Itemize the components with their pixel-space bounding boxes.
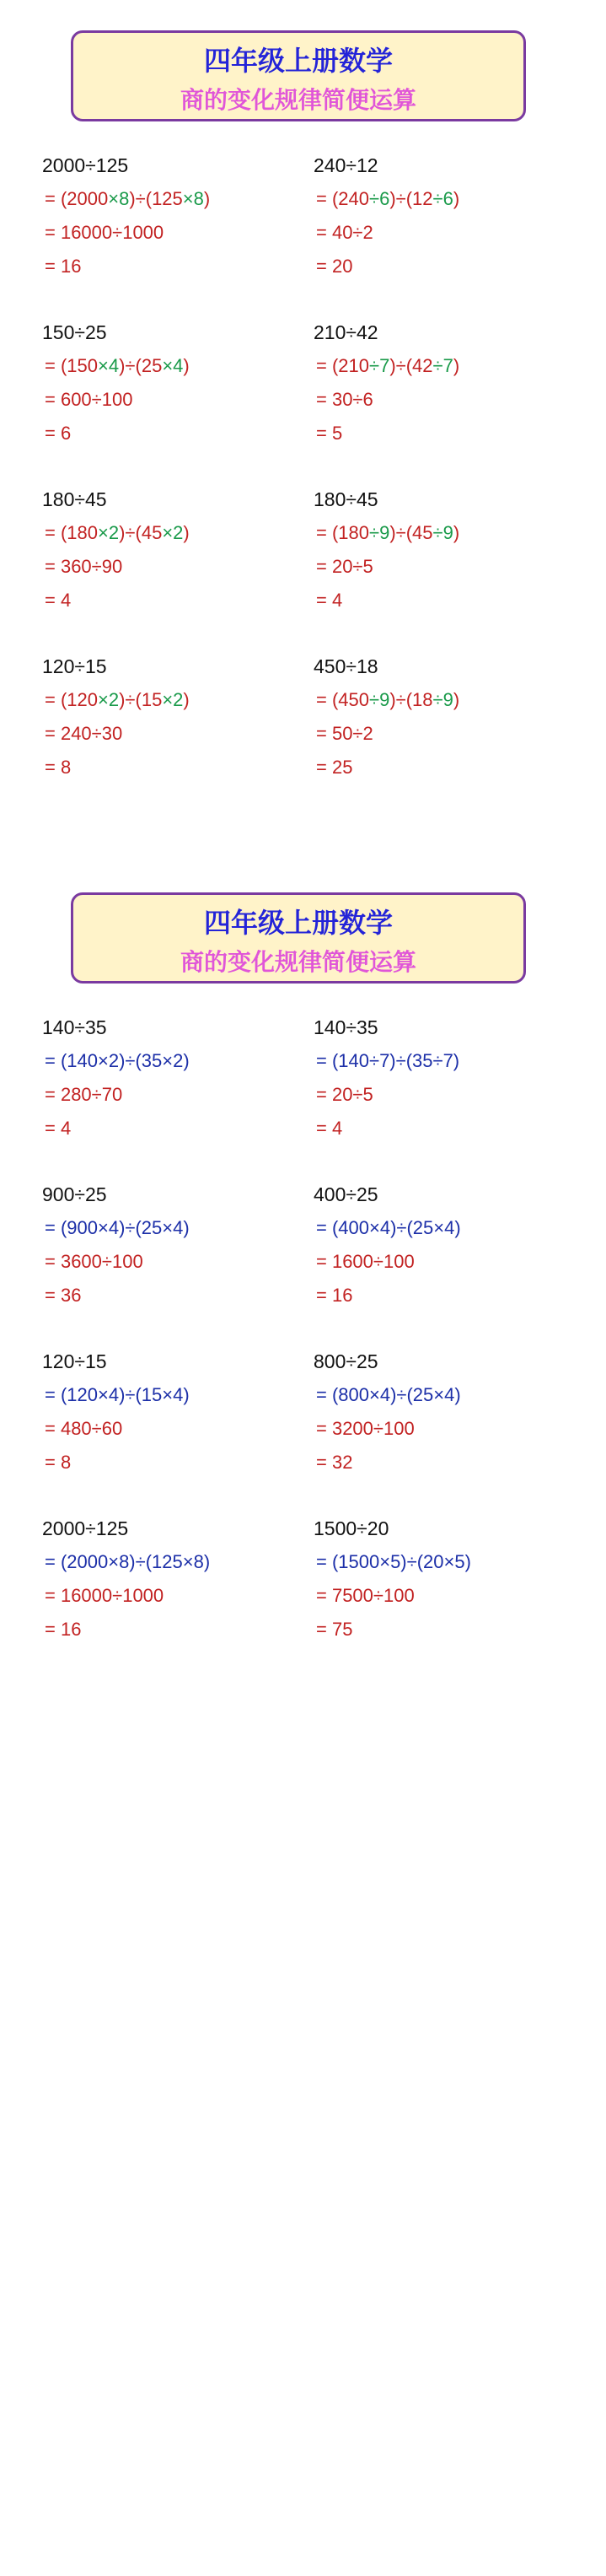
problem-5 [42, 482, 312, 617]
problem-8 [314, 649, 583, 784]
problem-answer: = 16 [45, 256, 82, 277]
problem-answer: = 20 [316, 256, 353, 277]
problem-step-2: = 240÷30 [45, 723, 123, 744]
section-header [71, 30, 526, 121]
problem-step-1: = (900×4)÷(25×4) [45, 1217, 190, 1238]
problem-question: 400÷25 [314, 1183, 378, 1205]
problem-1 [42, 148, 312, 283]
problem-7 [42, 1512, 312, 1646]
problem-step-1: = (150×4)÷(25×4) [45, 355, 190, 376]
problem-answer: = 6 [45, 423, 72, 444]
problem-answer: = 32 [316, 1452, 353, 1473]
problem-answer: = 25 [316, 757, 353, 778]
problem-step-2: = 480÷60 [45, 1418, 123, 1439]
problem-8 [314, 1512, 583, 1646]
problem-question: 2000÷125 [42, 154, 129, 176]
problem-step-2: = 3200÷100 [316, 1418, 415, 1439]
section-subtitle: 商的变化规律简便运算 [180, 86, 416, 114]
problem-step-2: = 3600÷100 [45, 1251, 143, 1272]
problem-4 [314, 315, 583, 450]
problem-step-1: = (210÷7)÷(42÷7) [316, 355, 460, 376]
problem-answer: = 16 [316, 1285, 353, 1306]
problem-step-1: = (140÷7)÷(35÷7) [316, 1050, 460, 1071]
problem-5 [42, 1345, 312, 1479]
problem-question: 180÷45 [314, 488, 378, 510]
section-title: 四年级上册数学 [203, 907, 393, 939]
problem-step-2: = 1600÷100 [316, 1251, 415, 1272]
problem-question: 800÷25 [314, 1350, 378, 1372]
problem-step-1: = (120×2)÷(15×2) [45, 689, 190, 710]
problem-question: 140÷35 [42, 1016, 107, 1038]
problem-step-2: = 16000÷1000 [45, 222, 164, 243]
problem-question: 180÷45 [42, 488, 107, 510]
problem-answer: = 4 [316, 1118, 343, 1139]
problem-step-2: = 30÷6 [316, 389, 373, 410]
problem-step-1: = (2000×8)÷(125×8) [45, 188, 211, 209]
problem-2 [314, 1010, 583, 1145]
problem-answer: = 36 [45, 1285, 82, 1306]
problem-question: 450÷18 [314, 655, 378, 677]
problem-answer: = 75 [316, 1619, 353, 1640]
problem-step-2: = 360÷90 [45, 556, 123, 577]
problem-step-2: = 20÷5 [316, 556, 373, 577]
problem-step-2: = 16000÷1000 [45, 1585, 164, 1606]
problem-step-1: = (240÷6)÷(12÷6) [316, 188, 460, 209]
problem-question: 1500÷20 [314, 1517, 389, 1539]
problem-question: 140÷35 [314, 1016, 378, 1038]
problem-4 [314, 1178, 583, 1312]
problem-3 [42, 315, 312, 450]
problem-step-2: = 7500÷100 [316, 1585, 415, 1606]
section-title: 四年级上册数学 [203, 45, 393, 77]
problem-2 [314, 148, 583, 283]
problem-question: 2000÷125 [42, 1517, 129, 1539]
problem-step-2: = 600÷100 [45, 389, 133, 410]
problem-question: 210÷42 [314, 321, 378, 343]
problem-question: 240÷12 [314, 154, 378, 176]
section-header [71, 892, 526, 984]
problem-step-2: = 50÷2 [316, 723, 373, 744]
problem-answer: = 4 [45, 1118, 72, 1139]
problem-answer: = 8 [45, 1452, 72, 1473]
problem-step-1: = (400×4)÷(25×4) [316, 1217, 461, 1238]
section-subtitle: 商的变化规律简便运算 [180, 948, 416, 976]
problem-step-1: = (180÷9)÷(45÷9) [316, 522, 460, 543]
problem-step-1: = (120×4)÷(15×4) [45, 1384, 190, 1405]
problem-3 [42, 1178, 312, 1312]
problem-step-1: = (1500×5)÷(20×5) [316, 1551, 471, 1572]
problem-answer: = 5 [316, 423, 343, 444]
problem-answer: = 4 [316, 590, 343, 611]
problem-answer: = 8 [45, 757, 72, 778]
problem-step-1: = (180×2)÷(45×2) [45, 522, 190, 543]
problem-step-2: = 20÷5 [316, 1084, 373, 1105]
problem-step-1: = (140×2)÷(35×2) [45, 1050, 190, 1071]
problem-question: 900÷25 [42, 1183, 107, 1205]
problem-6 [314, 482, 583, 617]
problem-step-1: = (450÷9)÷(18÷9) [316, 689, 460, 710]
problem-answer: = 4 [45, 590, 72, 611]
problem-step-1: = (2000×8)÷(125×8) [45, 1551, 211, 1572]
problem-question: 120÷15 [42, 655, 107, 677]
problem-6 [314, 1345, 583, 1479]
problem-7 [42, 649, 312, 784]
problem-1 [42, 1010, 312, 1145]
problem-question: 120÷15 [42, 1350, 107, 1372]
problem-step-1: = (800×4)÷(25×4) [316, 1384, 461, 1405]
problem-question: 150÷25 [42, 321, 107, 343]
problem-step-2: = 40÷2 [316, 222, 373, 243]
problem-answer: = 16 [45, 1619, 82, 1640]
problem-step-2: = 280÷70 [45, 1084, 123, 1105]
